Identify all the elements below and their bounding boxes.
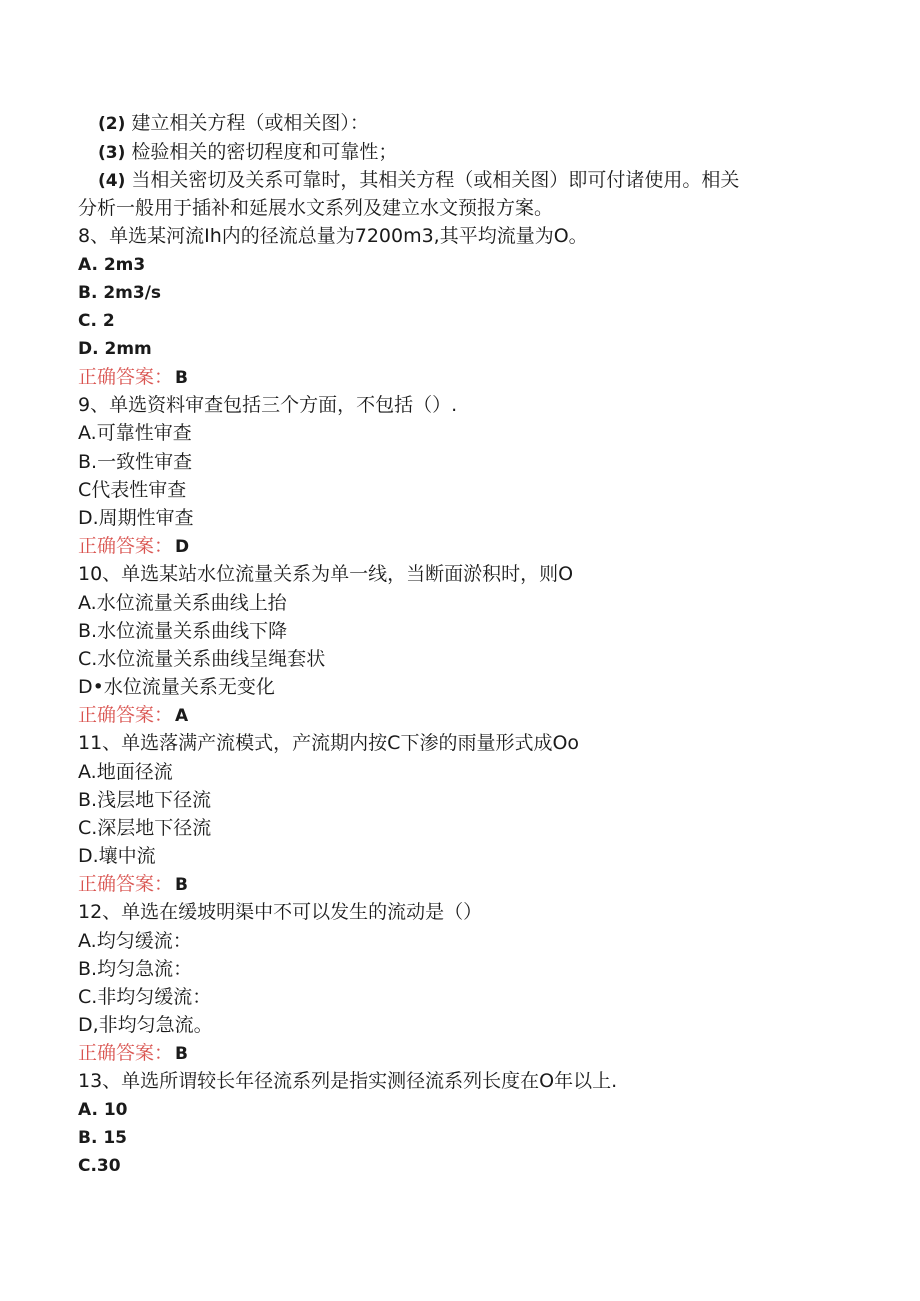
option: A.地面径流 [78, 761, 173, 783]
option: A. 2m3 [78, 255, 146, 275]
answer-label: 正确答案： [78, 366, 174, 388]
intro-text: 检验相关的密切程度和可靠性； [131, 141, 398, 163]
answer-line [78, 365, 188, 390]
option: D,非均匀急流。 [78, 1014, 213, 1036]
intro-num: (3) [98, 143, 126, 163]
intro-num: (4) [98, 171, 126, 191]
option: B.浅层地下径流 [78, 789, 212, 811]
intro-line-2 [98, 111, 369, 136]
answer-line [78, 703, 188, 728]
option: D.周期性审查 [78, 507, 194, 529]
question-title: 10、单选某站水位流量关系为单一线，当断面淤积时，则O [78, 563, 574, 585]
option: C.深层地下径流 [78, 817, 212, 839]
intro-num: (2) [98, 114, 126, 134]
option: D.壤中流 [78, 845, 156, 867]
intro-continuation: 分析一般用于插补和延展水文系列及建立水文预报方案。 [78, 197, 554, 219]
option: B. 2m3/s [78, 283, 162, 303]
option: A.水位流量关系曲线上抬 [78, 592, 287, 614]
question-title: 9、单选资料审查包括三个方面，不包括（）. [78, 394, 458, 416]
option: A.可靠性审查 [78, 422, 192, 444]
answer-line [78, 872, 188, 897]
option: D•水位流量关系无变化 [78, 676, 275, 698]
option: A. 10 [78, 1100, 128, 1120]
option: B.水位流量关系曲线下降 [78, 620, 288, 642]
answer-label: 正确答案： [78, 1042, 174, 1064]
option: C.30 [78, 1156, 121, 1176]
question-title: 11、单选落满产流模式，产流期内按C下渗的雨量形式成Oo [78, 732, 580, 754]
intro-text: 当相关密切及关系可靠时，其相关方程（或相关图）即可付诸使用。相关 [131, 169, 740, 191]
answer-label: 正确答案： [78, 535, 174, 557]
question-title: 13、单选所谓较长年径流系列是指实测径流系列长度在O年以上. [78, 1070, 618, 1092]
option: A.均匀缓流： [78, 930, 192, 952]
answer-value: B [175, 875, 188, 895]
answer-value: B [175, 368, 188, 388]
answer-line [78, 534, 189, 559]
intro-line-3 [98, 140, 397, 165]
answer-label: 正确答案： [78, 704, 174, 726]
answer-value: A [175, 706, 189, 726]
option: D. 2mm [78, 339, 152, 359]
option: C.非均匀缓流： [78, 986, 212, 1008]
option: C代表性审查 [78, 479, 187, 501]
option: C. 2 [78, 311, 115, 331]
question-title: 12、单选在缓坡明渠中不可以发生的流动是（） [78, 901, 483, 923]
option: C.水位流量关系曲线呈绳套状 [78, 648, 326, 670]
answer-value: D [175, 537, 190, 557]
answer-value: B [175, 1044, 188, 1064]
question-title: 8、单选某河流Ih内的径流总量为7200m3,其平均流量为O。 [78, 225, 588, 247]
intro-text: 建立相关方程（或相关图）： [131, 112, 369, 134]
intro-line-4 [98, 168, 739, 193]
answer-label: 正确答案： [78, 873, 174, 895]
answer-line [78, 1041, 188, 1066]
option: B.均匀急流： [78, 958, 193, 980]
option: B. 15 [78, 1128, 127, 1148]
option: B.一致性审查 [78, 451, 193, 473]
